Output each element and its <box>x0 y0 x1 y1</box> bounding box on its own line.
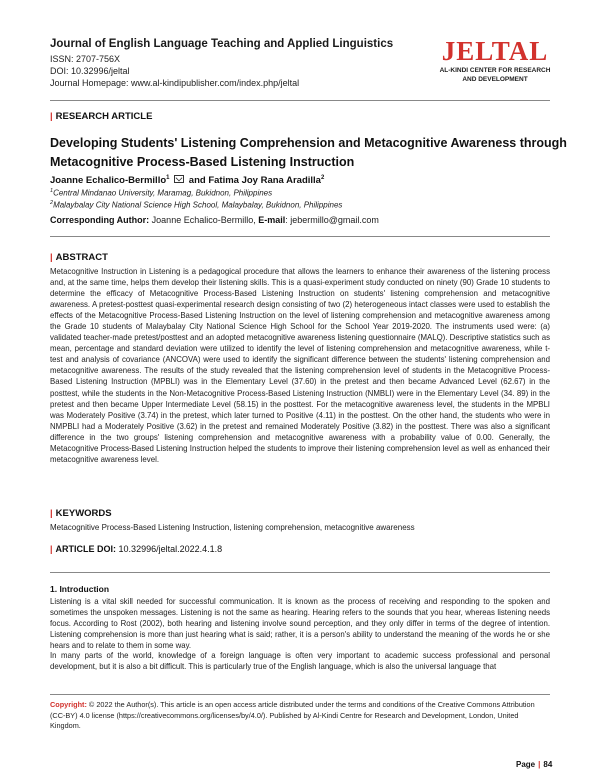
affiliation-1: $^1$Central Mindanao University, Maramag, Bukidnon, Philippines <box>50 188 273 198</box>
logo-wordmark: JELTAL <box>441 36 549 66</box>
corresponding-email[interactable]: : jebermillo@gmail.com <box>285 215 379 225</box>
introduction-paragraph-2: In many parts of the world, knowledge of a foreign language is often very important to academic success professional and personal development, but it is also a bit difficult. This is particularly true of the English language, which is also the universal language that <box>50 651 550 671</box>
journal-doi: DOI: 10.32996/jeltal <box>50 66 130 76</box>
keywords-text: Metacognitive Process-Based Listening Instruction, listening comprehension, metacognitive awareness <box>50 523 415 532</box>
paper-title: Developing Students' Listening Comprehension and Metacognitive Awareness through Metacognitive Process-Based Listening Instruction <box>50 136 567 169</box>
article-doi: | ARTICLE DOI: 10.32996/jeltal.2022.4.1.8 <box>50 544 223 554</box>
body-divider <box>50 572 550 573</box>
logo-subtitle-line1: AL-KINDI CENTER FOR RESEARCH <box>439 67 551 74</box>
logo-subtitle-line2: AND DEVELOPMENT <box>462 76 528 83</box>
abstract-heading: | ABSTRACT <box>50 252 108 263</box>
article-type-label: | RESEARCH ARTICLE <box>50 111 153 122</box>
journal-issn: ISSN: 2707-756X <box>50 54 121 64</box>
author-connector: and <box>188 175 206 187</box>
author-2-sup: 2 <box>320 175 325 181</box>
journal-title: Journal of English Language Teaching and Applied Linguistics <box>50 38 394 50</box>
abstract-divider <box>50 236 550 237</box>
author-1: Joanne Echalico-Bermillo <box>50 175 167 187</box>
page-number: Page | 84 <box>516 760 553 769</box>
footer-divider <box>50 694 550 695</box>
accent-bar: | <box>50 111 53 122</box>
author-list <box>50 175 324 186</box>
journal-homepage[interactable]: Journal Homepage: www.al-kindipublisher.com/index.php/jeltal <box>50 78 300 88</box>
author-1-sup: 1 <box>166 175 170 181</box>
keywords-heading: | KEYWORDS <box>50 508 112 519</box>
email-label: E-mail <box>258 215 286 225</box>
affiliation-2: $^2$Malaybalay City National Science High School, Malaybalay, Bukidnon, Philippines <box>50 200 343 210</box>
author-2: Fatima Joy Rana Aradilla <box>208 175 321 187</box>
introduction-heading: 1. Introduction <box>50 584 110 594</box>
corresponding-name: Joanne Echalico-Bermillo, <box>151 215 256 225</box>
abstract-text: Metacognitive Instruction in Listening is a pedagogical procedure that allows the learners to enhance their awareness of the listening process and, at the same time, helps them develop their listening skills. This is a quasi-experiment study conducted on ninety (90) Grade 10 students to determine the efficacy of Metacognitive Process-Based Listening Instruction on students' listening comprehension and metacognitive awareness. A pretest-posttest quasi-experimental research design consisting of two (2) heterogeneous intact classes were used to establish the effects of the Metacognitive Process-Based Listening Instruction on the level of listening comprehension and metacognitive awareness among the Grade 10 students of Malaybalay City National Science High School for the School Year 2019-2020. The instruments used were: (a) validated teacher-made pretest/posttest and an adopted metacognitive awareness listening questionnaire (MALQ). Descriptive statistics such as mean, percentage and standard deviation were utilized to identify the level of listening comprehension and metacognitive awareness, while t-test and analysis of covariance (ANCOVA) were used to identify the significant difference between the students' listening comprehension and metacognitive awareness. The results of the study revealed that the listening comprehension level of students in the Metacognitive Process-Based Listening Instruction (MPBLI) was in the Elementary Level (37.60) in the pretest and then became Advanced Level (62.67) in the posttest, while the students in the Non-Metacognitive Process-Based Listening Instruction (NMBLI) were in the Elementary Level (34. 89) in the pretest and then became Upper Intermediate Level (58.15) in the posttest. For the metacognitive awareness level, the students in the MPBLI was Moderately Positive (3.74) in the pretest, which later turned to Positive (4.11) in the posttest. On the other hand, the students who were in NMPBLI had a Moderately Positive (3.62) in the pretest and remained Moderately Positive (3.82) in the posttest. There was also a significant difference in the two groups' listening comprehension and metacognitive awareness with a probability value of 0.00. Generally, the Metacognitive Process-Based Listening Instruction helped the students to improve their listening comprehension level as well as enhanced their metacognitive awareness level. <box>50 267 550 464</box>
introduction-paragraph-1: Listening is a vital skill needed for successful communication. It is known as the process of receiving and responding to the spoken and sometimes the unspoken messages. Listening is not the same as hearing. Hearing refers to the sounds that you hear, whereas listening needs focus. According to Rost (2002), both hearing and listening involve sound perception, and they only differ in terms of the degree of intention. Listening comprehension is more than just hearing what is said; rather, it is a person's ability to understand the meaning of the words he or she hears and to relate to them in some way. <box>50 597 550 650</box>
article-doi-value[interactable]: 10.32996/jeltal.2022.4.1.8 <box>118 544 223 554</box>
jeltal-logo <box>430 36 560 84</box>
corresponding-author: Corresponding Author: Joanne Echalico-Bermillo, E-mail: jebermillo@gmail.com <box>50 215 379 225</box>
header-divider <box>50 100 550 101</box>
email-icon[interactable] <box>174 175 184 183</box>
copyright-notice: Copyright: © 2022 the Author(s). This article is an open access article distributed under the terms and conditions of the Creative Commons Attribution (CC-BY) 4.0 license (https://creativecommons.org/licenses/by/4.0/). Published by Al-Kindi Centre for Research and Development, London, United Kingdom. <box>50 700 535 730</box>
